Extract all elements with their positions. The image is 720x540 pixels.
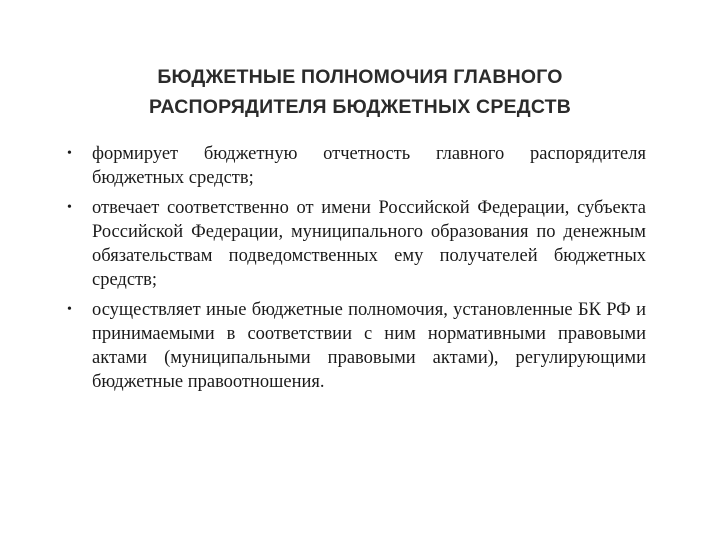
bullet-icon: • (67, 200, 72, 215)
bullet-text: осуществляет иные бюджетные полномочия, установленные БК РФ и принимаемыми в соответствии с ним нормативными правовыми актами (муниципальными правовыми актами), регулирующими бюджетные правоотношения. (92, 300, 646, 392)
list-item (62, 196, 646, 292)
slide-title (60, 62, 660, 122)
bullet-text: отвечает соответственно от имени Российской Федерации, субъекта Российской Федерации, муниципального образования по денежным обязательствам подведомственных ему получателей бюджетных средств; (92, 198, 646, 290)
list-item (62, 298, 646, 394)
list-item (62, 142, 646, 190)
bullet-icon: • (67, 302, 72, 317)
slide-title-line-1: БЮДЖЕТНЫЕ ПОЛНОМОЧИЯ ГЛАВНОГО (157, 66, 563, 88)
bullet-text: формирует бюджетную отчетность главного распорядителя бюджетных средств; (92, 144, 646, 188)
bullet-icon: • (67, 146, 72, 161)
slide-title-line-2: РАСПОРЯДИТЕЛЯ БЮДЖЕТНЫХ СРЕДСТВ (148, 96, 572, 118)
bullet-list (62, 142, 646, 400)
